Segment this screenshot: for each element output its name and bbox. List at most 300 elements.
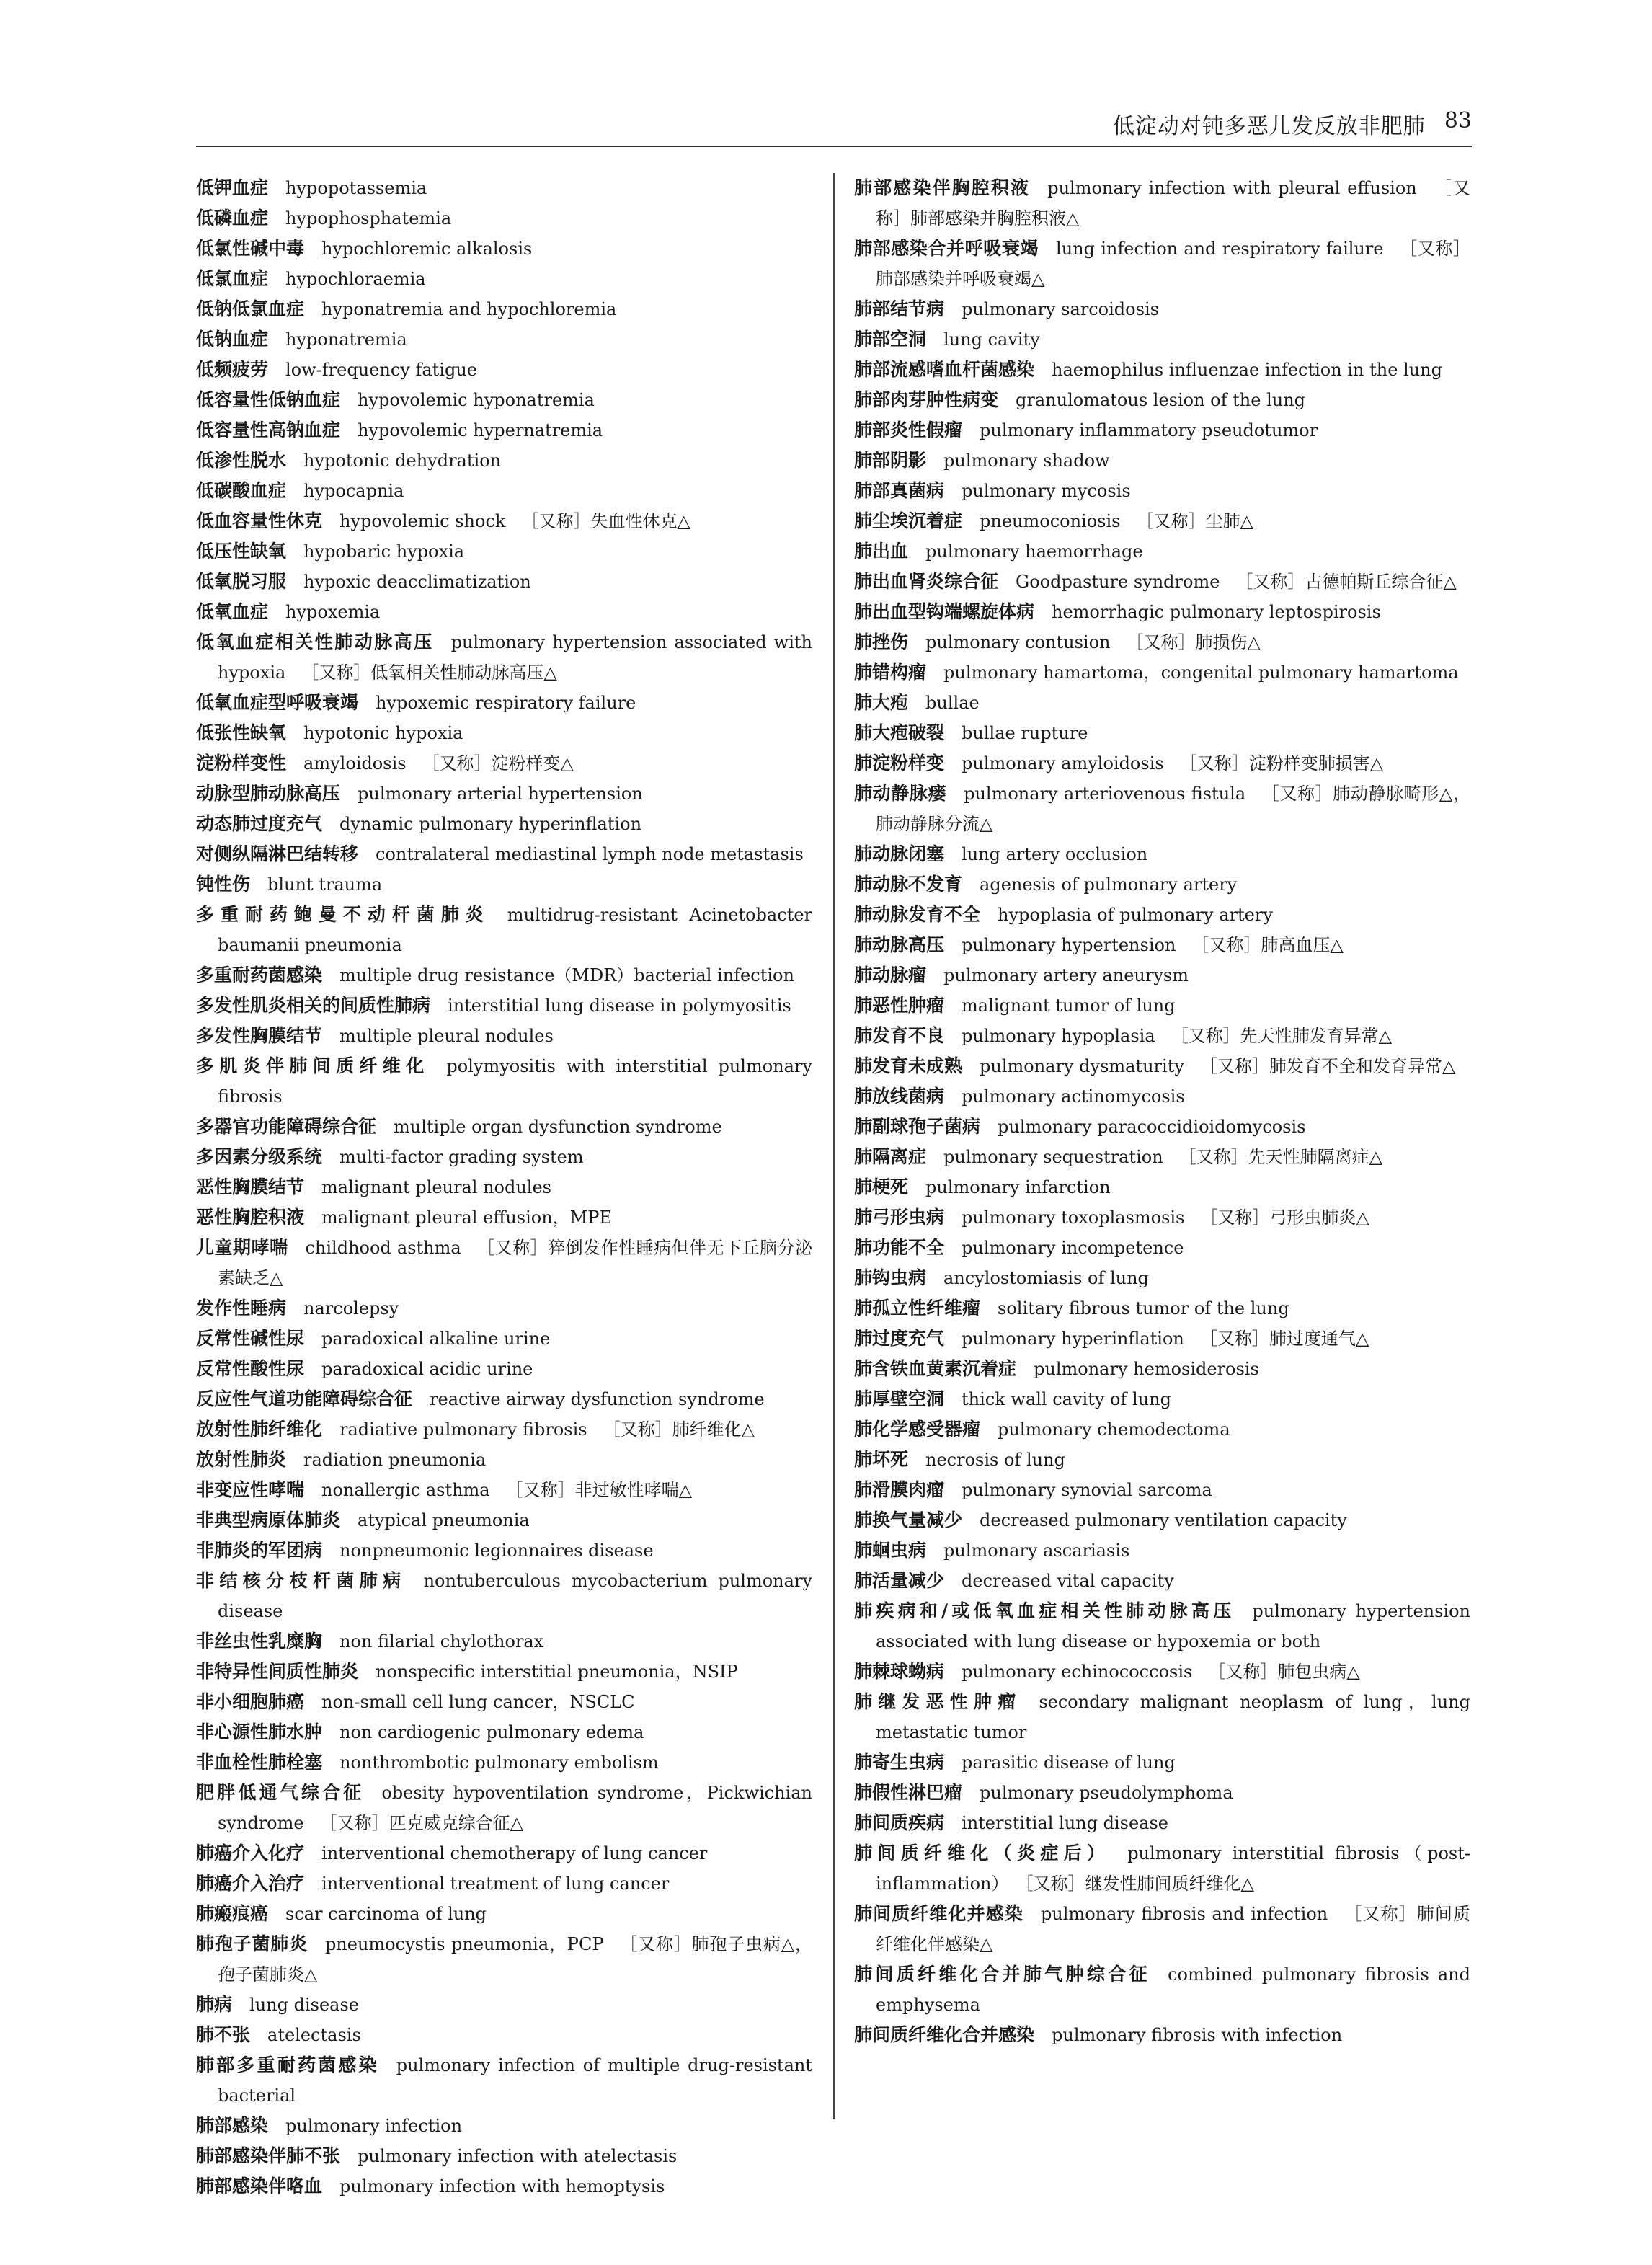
english-term: decreased pulmonary ventilation capacity	[980, 1510, 1347, 1530]
chinese-term: 肺间质疾病	[854, 1812, 945, 1833]
english-term: pulmonary fibrosis and infection	[1040, 1904, 1328, 1924]
glossary-entry	[196, 1233, 812, 1293]
english-term: malignant tumor of lung	[962, 996, 1176, 1016]
glossary-entry	[196, 1445, 812, 1475]
glossary-entry	[196, 1717, 812, 1747]
english-term: pulmonary sequestration	[943, 1147, 1163, 1167]
glossary-entry	[854, 748, 1470, 779]
glossary-entry	[196, 203, 812, 234]
glossary-entry	[854, 1596, 1470, 1657]
glossary-entry	[854, 1657, 1470, 1687]
glossary-entry	[196, 173, 812, 203]
english-term: non-small cell lung cancer，NSCLC	[321, 1692, 635, 1712]
glossary-entry	[854, 1112, 1470, 1142]
english-term: radiation pneumonia	[303, 1450, 487, 1470]
english-term: pulmonary arteriovenous fistula	[964, 784, 1246, 804]
glossary-entry	[854, 355, 1470, 385]
glossary-entry	[196, 476, 812, 506]
english-term: hypoxemic respiratory failure	[376, 693, 636, 713]
chinese-term: 肺动脉不发育	[854, 874, 963, 895]
glossary-entry	[196, 1535, 812, 1566]
alias-note: ［又称］古德帕斯丘综合征△	[1235, 572, 1457, 592]
english-term: nontuberculous mycobacterium pulmonary disease	[218, 1571, 812, 1621]
english-term: narcolepsy	[303, 1298, 399, 1318]
english-term: granulomatous lesion of the lung	[1016, 390, 1306, 410]
english-term: solitary fibrous tumor of the lung	[998, 1298, 1289, 1318]
glossary-entry	[196, 1869, 812, 1899]
chinese-term: 肺发育不良	[854, 1025, 945, 1046]
alias-note: ［又称］低氧相关性肺动脉高压△	[301, 662, 557, 683]
glossary-entry	[854, 1263, 1470, 1293]
glossary-entry	[196, 1354, 812, 1384]
chinese-term: 低压性缺氧	[196, 541, 287, 562]
glossary-entry	[196, 1202, 812, 1233]
chinese-term: 非心源性肺水肿	[196, 1721, 323, 1742]
alias-note: ［又称］匹克威克综合征△	[319, 1813, 524, 1833]
english-term: malignant pleural nodules	[321, 1177, 551, 1197]
english-term: pulmonary hypertension associated with lung disease or hypoxemia or both	[876, 1601, 1470, 1652]
english-term: radiative pulmonary fibrosis	[339, 1419, 587, 1440]
english-term: pulmonary hamartoma，congenital pulmonary hamartoma	[943, 662, 1459, 683]
glossary-entry	[196, 839, 812, 869]
english-term: hypovolemic hypernatremia	[358, 420, 603, 440]
glossary-entry	[196, 900, 812, 960]
alias-note: ［又称］肺过度通气△	[1199, 1329, 1369, 1349]
chinese-term: 肺动脉闭塞	[854, 843, 945, 864]
glossary-entry	[854, 1293, 1470, 1324]
english-term: pulmonary hypertension	[962, 935, 1176, 955]
english-term: pulmonary dysmaturity	[980, 1056, 1184, 1076]
chinese-term: 肺过度充气	[854, 1328, 945, 1349]
glossary-entry	[196, 1687, 812, 1717]
glossary-entry	[854, 627, 1470, 657]
glossary-entry	[854, 1687, 1470, 1747]
glossary-entry	[196, 355, 812, 385]
glossary-entry	[854, 415, 1470, 446]
english-term: multiple drug resistance（MDR）bacterial infection	[339, 965, 794, 985]
glossary-entry	[196, 748, 812, 779]
chinese-term: 肺间质纤维化合并感染	[854, 2024, 1035, 2045]
chinese-term: 放射性肺纤维化	[196, 1419, 323, 1440]
glossary-entry	[196, 567, 812, 597]
chinese-term: 肺棘球蚴病	[854, 1661, 945, 1682]
english-term: pulmonary arterial hypertension	[358, 784, 643, 804]
glossary-entry	[854, 1021, 1470, 1051]
english-term: pulmonary infection	[285, 2116, 463, 2136]
english-term: pulmonary ascariasis	[943, 1541, 1130, 1561]
chinese-term: 肺部感染合并呼吸衰竭	[854, 238, 1039, 259]
chinese-term: 发作性睡病	[196, 1298, 287, 1318]
english-term: hypotonic hypoxia	[303, 723, 463, 743]
english-term: pneumoconiosis	[980, 511, 1121, 531]
chinese-term: 肺坏死	[854, 1449, 909, 1470]
glossary-entry	[196, 1384, 812, 1414]
chinese-term: 低频疲劳	[196, 359, 269, 380]
english-term: pulmonary hypoplasia	[962, 1026, 1155, 1046]
chinese-term: 肺寄生虫病	[854, 1752, 945, 1773]
chinese-term: 肺动脉发育不全	[854, 904, 981, 925]
alias-note: ［又称］继发性肺间质纤维化△	[1024, 1874, 1254, 1894]
glossary-entry	[854, 1778, 1470, 1808]
chinese-term: 低容量性低钠血症	[196, 389, 341, 410]
chinese-term: 低血容量性休克	[196, 510, 323, 531]
english-term: parasitic disease of lung	[962, 1752, 1176, 1773]
chinese-term: 肺出血	[854, 541, 909, 562]
glossary-entry	[854, 1959, 1470, 2020]
chinese-term: 肺尘埃沉着症	[854, 510, 963, 531]
chinese-term: 低磷血症	[196, 208, 269, 229]
english-term: pneumocystis pneumonia，PCP	[324, 1934, 604, 1954]
chinese-term: 非结核分枝杆菌肺病	[196, 1570, 407, 1591]
page-number: 83	[1444, 108, 1472, 133]
english-term: bullae rupture	[962, 723, 1088, 743]
glossary-entry	[196, 688, 812, 718]
english-term: interstitial lung disease	[962, 1813, 1169, 1833]
left-column	[196, 173, 812, 2202]
glossary-entry	[854, 1808, 1470, 1838]
chinese-term: 肺挫伤	[854, 631, 909, 652]
glossary-entry	[196, 960, 812, 990]
glossary-entry	[854, 839, 1470, 869]
english-term: pulmonary synovial sarcoma	[962, 1480, 1212, 1500]
english-term: hypovolemic hyponatremia	[358, 390, 595, 410]
chinese-term: 反应性气道功能障碍综合征	[196, 1388, 413, 1409]
alias-note: ［又称］猝倒发作性睡病但伴无下丘脑分泌素缺乏△	[218, 1238, 812, 1288]
glossary-entry	[196, 1929, 812, 1990]
english-term: hypovolemic shock	[339, 511, 506, 531]
glossary-entry	[196, 1626, 812, 1657]
alias-note: ［又称］失血性休克△	[521, 511, 690, 531]
glossary-entry	[854, 567, 1470, 597]
english-term: pulmonary sarcoidosis	[962, 299, 1159, 319]
chinese-term: 肥胖低通气综合征	[196, 1782, 365, 1803]
chinese-term: 非丝虫性乳糜胸	[196, 1631, 323, 1652]
english-term: atelectasis	[267, 2025, 361, 2045]
chinese-term: 低张性缺氧	[196, 722, 287, 743]
chinese-term: 非特异性间质性肺炎	[196, 1661, 359, 1682]
english-term: contralateral mediastinal lymph node metastasis	[376, 844, 804, 864]
chinese-term: 多重耐药鲍曼不动杆菌肺炎	[196, 904, 490, 925]
chinese-term: 肺钩虫病	[854, 1267, 927, 1288]
glossary-entry	[196, 2020, 812, 2050]
alias-note: ［又称］先天性肺隔离症△	[1178, 1147, 1383, 1167]
chinese-term: 肺含铁血黄素沉着症	[854, 1358, 1017, 1379]
english-term: hypoplasia of pulmonary artery	[998, 905, 1273, 925]
chinese-term: 肺发育未成熟	[854, 1055, 963, 1076]
glossary-entry	[196, 2171, 812, 2202]
glossary-entry	[854, 1838, 1470, 1899]
english-term: low-frequency fatigue	[285, 360, 477, 380]
glossary-entry	[196, 536, 812, 567]
chinese-term: 肺化学感受器瘤	[854, 1419, 981, 1440]
english-term: pulmonary hemosiderosis	[1034, 1359, 1259, 1379]
alias-note: ［又称］肺高血压△	[1191, 935, 1344, 955]
glossary-entry	[854, 688, 1470, 718]
glossary-entry	[196, 294, 812, 324]
english-term: hypobaric hypoxia	[303, 541, 465, 562]
english-term: blunt trauma	[267, 874, 383, 895]
chinese-term: 肺部流感嗜血杆菌感染	[854, 359, 1035, 380]
chinese-term: 多发性肌炎相关的间质性肺病	[196, 995, 431, 1016]
glossary-entry	[196, 1747, 812, 1778]
english-term: multiple pleural nodules	[339, 1026, 554, 1046]
glossary-entry	[196, 779, 812, 809]
chinese-term: 肺间质纤维化合并肺气肿综合征	[854, 1964, 1151, 1985]
glossary-entry	[196, 869, 812, 900]
glossary-entry	[854, 294, 1470, 324]
chinese-term: 肺不张	[196, 2024, 251, 2045]
glossary-entry	[854, 1899, 1470, 1959]
alias-note: ［又称］先天性肺发育异常△	[1171, 1026, 1393, 1046]
chinese-term: 低容量性高钠血症	[196, 420, 341, 440]
chinese-term: 肺出血型钩端螺旋体病	[854, 601, 1035, 622]
glossary-entry	[196, 718, 812, 748]
glossary-entry	[854, 1172, 1470, 1202]
english-term: agenesis of pulmonary artery	[980, 874, 1238, 895]
english-term: haemophilus influenzae infection in the lung	[1052, 360, 1442, 380]
chinese-term: 对侧纵隔淋巴结转移	[196, 843, 359, 864]
chinese-term: 肺部多重耐药菌感染	[196, 2055, 379, 2075]
english-term: scar carcinoma of lung	[285, 1904, 487, 1924]
chinese-term: 肺部空洞	[854, 329, 927, 350]
english-term: lung infection and respiratory failure	[1056, 239, 1384, 259]
chinese-term: 肺错构瘤	[854, 662, 927, 683]
english-term: pulmonary actinomycosis	[962, 1086, 1185, 1107]
english-term: pulmonary paracoccidioidomycosis	[998, 1117, 1306, 1137]
english-term: pulmonary chemodectoma	[998, 1419, 1230, 1440]
glossary-entry	[196, 1990, 812, 2020]
chinese-term: 肺部肉芽肿性病变	[854, 389, 999, 410]
chinese-term: 放射性肺炎	[196, 1449, 287, 1470]
page-header	[196, 108, 1472, 147]
english-term: interventional chemotherapy of lung cancer	[321, 1843, 708, 1863]
english-term: polymyositis with interstitial pulmonary fibrosis	[218, 1056, 812, 1107]
chinese-term: 肺部感染	[196, 2115, 269, 2136]
alias-note: ［又称］尘肺△	[1136, 511, 1253, 531]
glossary-entry	[854, 718, 1470, 748]
english-term: pulmonary hyperinflation	[962, 1329, 1184, 1349]
english-term: pulmonary infection with hemoptysis	[339, 2176, 665, 2197]
alias-note: ［又称］肺动静脉畸形△，肺动静脉分流△	[876, 784, 1470, 834]
chinese-term: 低氧血症型呼吸衰竭	[196, 692, 359, 713]
chinese-term: 恶性胸膜结节	[196, 1176, 305, 1197]
chinese-term: 肺厚壁空洞	[854, 1388, 945, 1409]
glossary-entry	[854, 1414, 1470, 1445]
glossary-entry	[196, 809, 812, 839]
glossary-entry	[854, 385, 1470, 415]
chinese-term: 肺换气量减少	[854, 1510, 963, 1530]
chinese-term: 恶性胸腔积液	[196, 1207, 305, 1228]
chinese-term: 儿童期哮喘	[196, 1237, 288, 1258]
english-term: pulmonary shadow	[943, 451, 1110, 471]
english-term: pulmonary incompetence	[962, 1238, 1184, 1258]
glossary-entry	[854, 476, 1470, 506]
glossary-entry	[854, 446, 1470, 476]
chinese-term: 低渗性脱水	[196, 450, 287, 471]
glossary-entry	[196, 234, 812, 264]
chinese-term: 肺梗死	[854, 1176, 909, 1197]
column-divider	[833, 173, 835, 2119]
english-term: ancylostomiasis of lung	[943, 1268, 1149, 1288]
chinese-term: 肺疾病和/或低氧血症相关性肺动脉高压	[854, 1600, 1235, 1621]
chinese-term: 非血栓性肺栓塞	[196, 1752, 323, 1773]
glossary-entry	[196, 1778, 812, 1838]
english-term: reactive airway dysfunction syndrome	[430, 1389, 765, 1409]
glossary-entry	[196, 446, 812, 476]
english-term: atypical pneumonia	[358, 1510, 530, 1530]
chinese-term: 肺出血肾炎综合征	[854, 571, 999, 592]
chinese-term: 动脉型肺动脉高压	[196, 783, 341, 804]
chinese-term: 肺病	[196, 1994, 233, 2015]
chinese-term: 肺继发恶性肿瘤	[854, 1691, 1022, 1712]
english-term: nonallergic asthma	[321, 1480, 490, 1500]
english-term: pulmonary infarction	[925, 1177, 1111, 1197]
glossary-entry	[854, 1384, 1470, 1414]
chinese-term: 多器官功能障碍综合征	[196, 1116, 377, 1137]
chinese-term: 肺假性淋巴瘤	[854, 1782, 963, 1803]
english-term: pulmonary mycosis	[962, 481, 1131, 501]
english-term: pulmonary artery aneurysm	[943, 965, 1189, 985]
glossary-entry	[854, 657, 1470, 688]
glossary-entry	[196, 2111, 812, 2141]
chinese-term: 肺蛔虫病	[854, 1540, 927, 1561]
glossary-entry	[854, 1142, 1470, 1172]
english-term: pulmonary hypertension associated with hypoxia	[218, 632, 812, 683]
glossary-entry	[196, 324, 812, 355]
chinese-term: 肺癌介入治疗	[196, 1873, 305, 1894]
english-term: obesity hypoventilation syndrome，Pickwichian syndrome	[218, 1783, 812, 1833]
alias-note: ［又称］非过敏性哮喘△	[505, 1480, 693, 1500]
glossary-entry	[196, 597, 812, 627]
english-term: Goodpasture syndrome	[1016, 572, 1220, 592]
chinese-term: 多重耐药菌感染	[196, 965, 323, 985]
alias-note: ［又称］肺部感染并胸腔积液△	[876, 178, 1470, 229]
chinese-term: 肺间质纤维化并感染	[854, 1903, 1023, 1924]
english-term: hypochloremic alkalosis	[321, 239, 533, 259]
chinese-term: 肺部真菌病	[854, 480, 945, 501]
chinese-term: 低氧血症相关性肺动脉高压	[196, 631, 434, 652]
chinese-term: 肺癌介入化疗	[196, 1843, 305, 1863]
english-term: pulmonary infection with pleural effusion	[1047, 178, 1417, 198]
chinese-term: 动态肺过度充气	[196, 813, 323, 834]
glossary-entry	[854, 597, 1470, 627]
chinese-term: 肺大疱破裂	[854, 722, 945, 743]
glossary-entry	[854, 990, 1470, 1021]
glossary-entry	[854, 1505, 1470, 1535]
glossary-entry	[854, 1081, 1470, 1112]
chinese-term: 非小细胞肺癌	[196, 1691, 305, 1712]
glossary-entry	[854, 1324, 1470, 1354]
glossary-entry	[854, 1747, 1470, 1778]
english-term: multidrug-resistant Acinetobacter baumanii pneumonia	[218, 905, 812, 955]
glossary-entry	[854, 869, 1470, 900]
english-term: non filarial chylothorax	[339, 1631, 544, 1652]
glossary-entry	[854, 1445, 1470, 1475]
glossary-entry	[196, 1112, 812, 1142]
chinese-term: 肺滑膜肉瘤	[854, 1479, 945, 1500]
glossary-entry	[196, 1172, 812, 1202]
english-term: combined pulmonary fibrosis and emphysema	[876, 1964, 1470, 2015]
alias-note: ［又称］肺发育不全和发育异常△	[1199, 1056, 1456, 1076]
english-term: pulmonary echinococcosis	[962, 1662, 1193, 1682]
english-term: hemorrhagic pulmonary leptospirosis	[1052, 602, 1381, 622]
glossary-entry	[854, 536, 1470, 567]
english-term: secondary malignant neoplasm of lung，lung metastatic tumor	[876, 1692, 1470, 1742]
alias-note: ［又称］肺包虫病△	[1208, 1662, 1360, 1682]
english-term: dynamic pulmonary hyperinflation	[339, 814, 642, 834]
english-term: hypotonic dehydration	[303, 451, 502, 471]
english-term: pulmonary contusion	[925, 632, 1111, 652]
chinese-term: 淀粉样变性	[196, 753, 287, 774]
glossary-entry	[196, 990, 812, 1021]
english-term: pulmonary infection with atelectasis	[358, 2146, 678, 2166]
english-term: pulmonary inflammatory pseudotumor	[980, 420, 1318, 440]
glossary-entry	[854, 2020, 1470, 2050]
chinese-term: 多肌炎伴肺间质纤维化	[196, 1055, 430, 1076]
chinese-term: 肺大疱	[854, 692, 909, 713]
english-term: hypopotassemia	[285, 178, 427, 198]
english-term: hypoxic deacclimatization	[303, 572, 531, 592]
english-term: hyponatremia	[285, 329, 407, 350]
chinese-term: 肺部感染伴胸腔积液	[854, 177, 1031, 198]
chinese-term: 反常性碱性尿	[196, 1328, 305, 1349]
glossary-entry	[196, 1142, 812, 1172]
english-term: multiple organ dysfunction syndrome	[394, 1117, 722, 1137]
english-term: interventional treatment of lung cancer	[321, 1874, 670, 1894]
glossary-entry	[196, 1293, 812, 1324]
english-term: necrosis of lung	[925, 1450, 1065, 1470]
english-term: pulmonary infection of multiple drug-resistant bacterial	[218, 2055, 812, 2106]
glossary-entry	[854, 506, 1470, 536]
glossary-entry	[854, 779, 1470, 839]
english-term: non cardiogenic pulmonary edema	[339, 1722, 644, 1742]
english-term: pulmonary toxoplasmosis	[962, 1207, 1185, 1228]
chinese-term: 低氯性碱中毒	[196, 238, 305, 259]
english-term: interstitial lung disease in polymyositis	[448, 996, 791, 1016]
chinese-term: 钝性伤	[196, 874, 251, 895]
glossary-entry	[196, 506, 812, 536]
alias-note: ［又称］淀粉样变△	[422, 753, 574, 774]
alias-note: ［又称］肺纤维化△	[603, 1419, 755, 1440]
english-term: hypophosphatemia	[285, 208, 452, 229]
glossary-entry	[196, 1566, 812, 1626]
english-term: paradoxical alkaline urine	[321, 1329, 551, 1349]
english-term: hypoxemia	[285, 602, 381, 622]
chinese-term: 肺动静脉瘘	[854, 783, 947, 804]
glossary-entry	[854, 324, 1470, 355]
alias-note: ［又称］肺损伤△	[1126, 632, 1261, 652]
glossary-entry	[196, 1051, 812, 1112]
chinese-term: 肺功能不全	[854, 1237, 945, 1258]
chinese-term: 低氯血症	[196, 268, 269, 289]
alias-note: ［又称］肺孢子虫病△，孢子菌肺炎△	[218, 1934, 812, 1985]
english-term: thick wall cavity of lung	[962, 1389, 1171, 1409]
glossary-entry	[854, 1535, 1470, 1566]
chinese-term: 肺弓形虫病	[854, 1207, 945, 1228]
chinese-term: 肺部结节病	[854, 298, 945, 319]
english-term: lung cavity	[943, 329, 1040, 350]
glossary-entry	[854, 1233, 1470, 1263]
chinese-term: 低碳酸血症	[196, 480, 287, 501]
chinese-term: 低钠低氯血症	[196, 298, 305, 319]
glossary-entry	[196, 415, 812, 446]
right-column	[854, 173, 1470, 2050]
alias-note: ［又称］肺间质纤维化伴感染△	[876, 1904, 1470, 1954]
glossary-entry	[854, 1202, 1470, 1233]
glossary-entry	[854, 960, 1470, 990]
chinese-term: 低钠血症	[196, 329, 269, 350]
english-term: nonspecific interstitial pneumonia，NSIP	[376, 1662, 738, 1682]
